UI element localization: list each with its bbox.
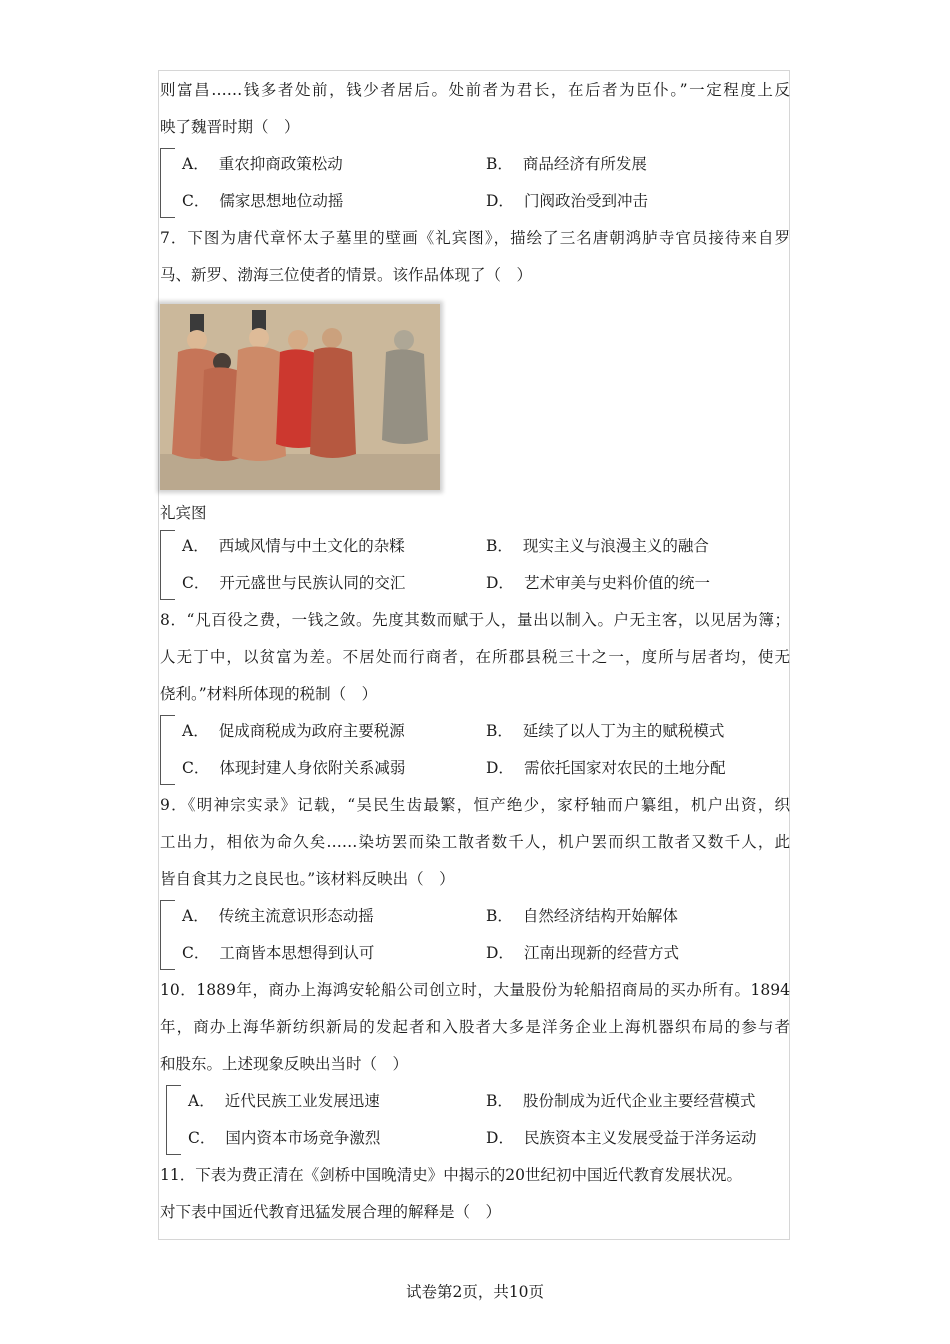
option-c[interactable]: C． 体现封建人身依附关系减弱: [182, 759, 406, 777]
question-8: [160, 602, 790, 787]
question-text-line: 工出力，相依为命久矣……染坊罢而染工散者数千人，机户罢而织工散者又数千人，此: [160, 833, 790, 851]
option-c[interactable]: C． 工商皆本思想得到认可: [182, 944, 375, 962]
option-a[interactable]: A． 促成商税成为政府主要税源: [182, 722, 405, 740]
options-bracket: [160, 715, 175, 785]
options-bracket: [160, 900, 175, 970]
question-text-line: 9．《明神宗实录》记载，“吴民生齿最繁，恒产绝少，家杼轴而户纂组，机户出资，织: [160, 796, 790, 814]
option-d[interactable]: D． 江南出现新的经营方式: [486, 944, 679, 962]
mural-image: [160, 304, 440, 490]
question-text-line: 马、新罗、渤海三位使者的情景。该作品体现了（ ）: [160, 266, 533, 284]
option-a[interactable]: A． 西域风情与中土文化的杂糅: [182, 537, 405, 555]
option-b[interactable]: B． 自然经济结构开始解体: [486, 907, 678, 925]
figure-caption: 礼宾图: [160, 504, 207, 522]
option-b[interactable]: B． 股份制成为近代企业主要经营模式: [486, 1092, 756, 1110]
options-bracket: [166, 1085, 181, 1155]
options-bracket: [160, 148, 175, 218]
options-bracket: [160, 530, 175, 600]
option-a[interactable]: A． 传统主流意识形态动摇: [182, 907, 374, 925]
option-b[interactable]: B． 现实主义与浪漫主义的融合: [486, 537, 709, 555]
option-b[interactable]: B． 商品经济有所发展: [486, 155, 647, 173]
option-b[interactable]: B． 延续了以人丁为主的赋税模式: [486, 722, 725, 740]
question-7: [160, 220, 790, 602]
question-text-line: 映了魏晋时期（ ）: [160, 118, 300, 136]
question-text-line: 对下表中国近代教育迅猛发展合理的解释是（ ）: [160, 1203, 502, 1221]
question-text-line: 7．下图为唐代章怀太子墓里的壁画《礼宾图》，描绘了三名唐朝鸿胪寺官员接待来自罗: [160, 229, 790, 247]
question-text-line: 10．1889年，商办上海鸿安轮船公司创立时，大量股份为轮船招商局的买办所有。1894: [160, 981, 790, 999]
mural-illustration: [160, 304, 440, 490]
question-text-line: 侥利。”材料所体现的税制（ ）: [160, 685, 378, 703]
question-text-line: 和股东。上述现象反映出当时（ ）: [160, 1055, 409, 1073]
option-a[interactable]: A． 近代民族工业发展迅速: [188, 1092, 380, 1110]
question-9: [160, 787, 790, 972]
option-d[interactable]: D． 民族资本主义发展受益于洋务运动: [486, 1129, 757, 1147]
option-c[interactable]: C． 开元盛世与民族认同的交汇: [182, 574, 406, 592]
question-text-line: 11．下表为费正清在《剑桥中国晚清史》中揭示的20世纪初中国近代教育发展状况。: [160, 1166, 742, 1184]
option-c[interactable]: C． 国内资本市场竞争激烈: [188, 1129, 381, 1147]
question-text-line: 8．“凡百役之费，一钱之敛。先度其数而赋于人，量出以制入。户无主客，以见居为簿；: [160, 611, 790, 629]
question-11: [160, 1157, 790, 1231]
page-content: [160, 72, 790, 1231]
options-group: [160, 528, 790, 602]
option-a[interactable]: A． 重农抑商政策松动: [182, 155, 343, 173]
question-text-line: 人无丁中，以贫富为差。不居处而行商者，在所郡县税三十之一，度所与居者均，使无: [160, 648, 790, 666]
options-group: [160, 146, 790, 220]
question-text-line: 则富昌……钱多者处前，钱少者居后。处前者为君长，在后者为臣仆。”一定程度上反: [160, 81, 790, 99]
option-c[interactable]: C． 儒家思想地位动摇: [182, 192, 344, 210]
options-group: [160, 898, 790, 972]
options-group: [160, 1083, 790, 1157]
options-group: [160, 713, 790, 787]
question-text-line: 皆自食其力之良民也。”该材料反映出（ ）: [160, 870, 455, 888]
page-footer: 试卷第2页，共10页: [405, 1283, 545, 1301]
option-d[interactable]: D． 门阀政治受到冲击: [486, 192, 648, 210]
option-d[interactable]: D． 艺术审美与史料价值的统一: [486, 574, 710, 592]
question-6: [160, 72, 790, 220]
question-text-line: 年，商办上海华新纺织新局的发起者和入股者大多是洋务企业上海机器织布局的参与者: [160, 1018, 790, 1036]
option-d[interactable]: D． 需依托国家对农民的土地分配: [486, 759, 726, 777]
question-10: [160, 972, 790, 1157]
